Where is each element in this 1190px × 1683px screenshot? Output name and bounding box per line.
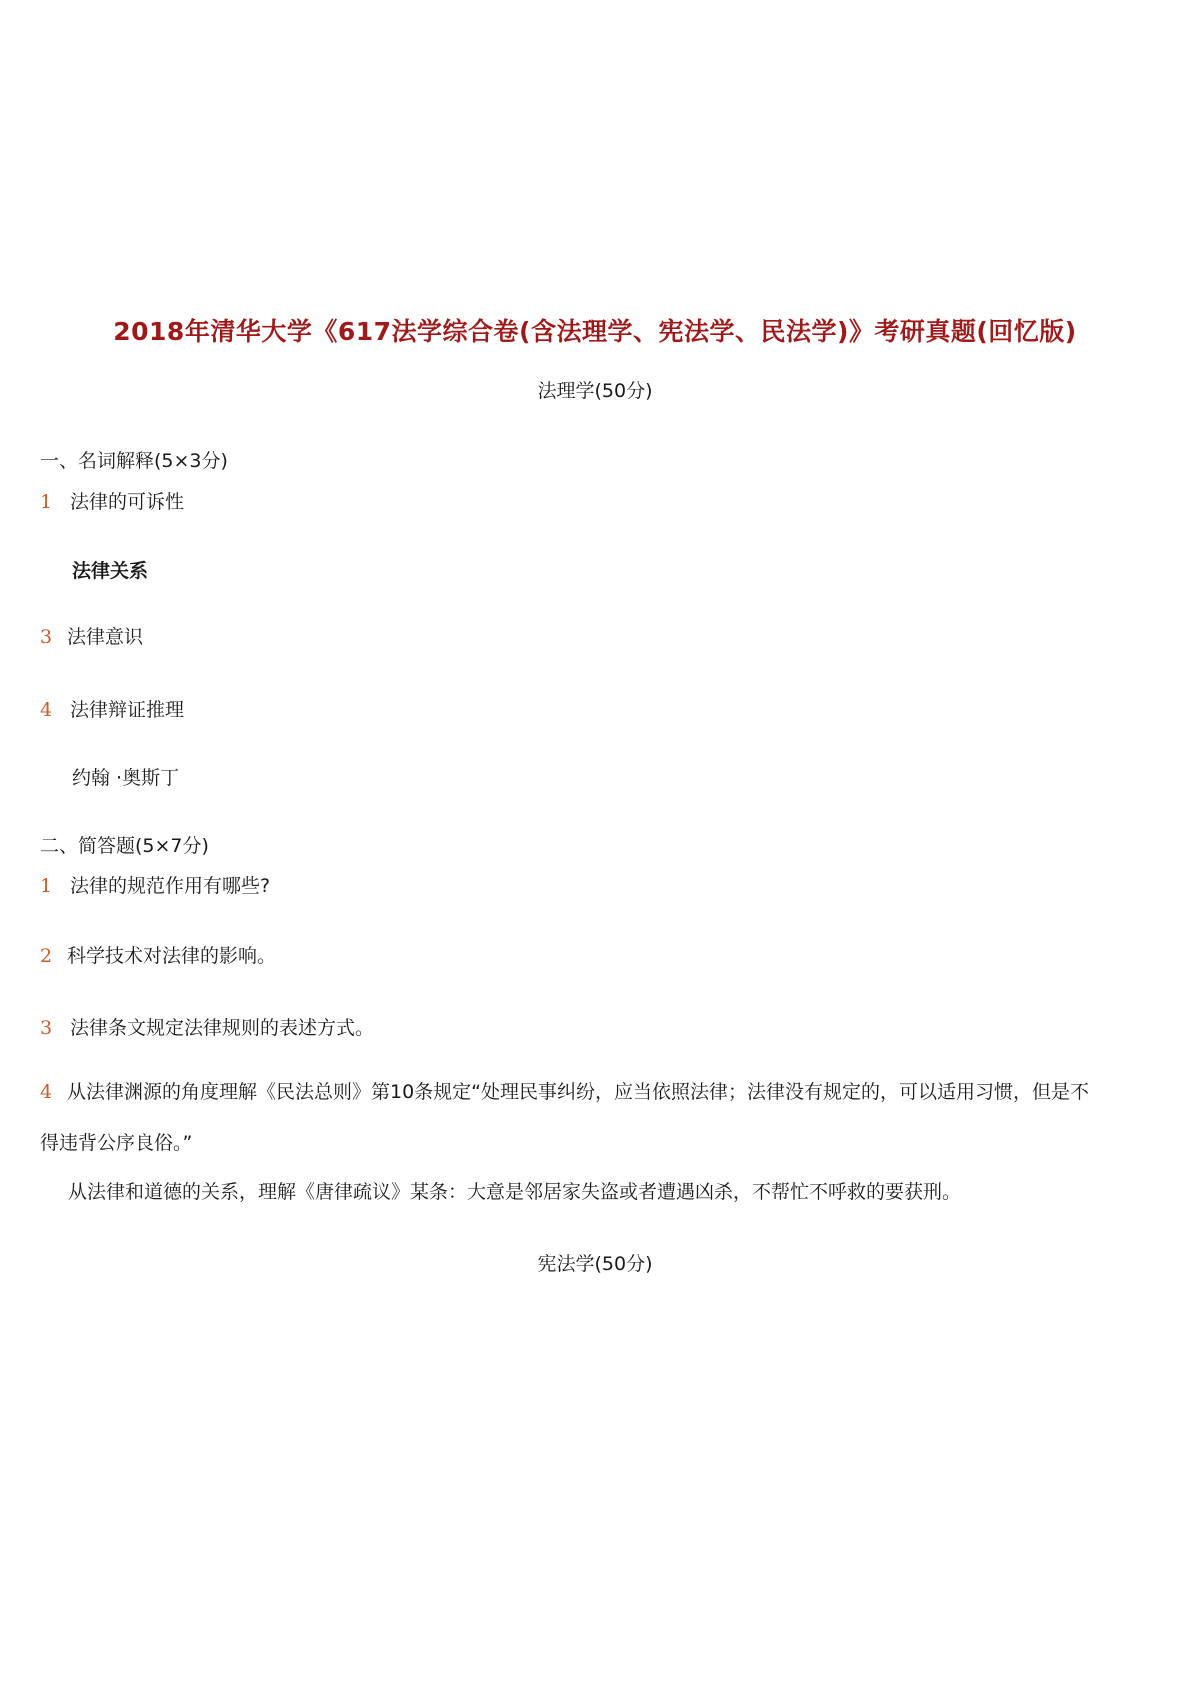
item-number: 2: [40, 945, 53, 967]
item-text: 从法律渊源的角度理解《民法总则》第10条规定“处理民事纠纷，应当依照法律；法律没有规定的，可以适用习惯，但是不: [67, 1081, 1090, 1103]
item-text: 法律条文规定法律规则的表述方式。: [70, 1017, 375, 1039]
part2-item-4-continuation: 得违背公序良俗。”: [40, 1132, 193, 1154]
item-number: 3: [40, 1017, 53, 1039]
part2-heading: 二、简答题(5×7分): [40, 835, 209, 857]
part1-item-5: [72, 763, 179, 790]
item-text: 法律的规范作用有哪些?: [70, 875, 271, 897]
item-text: 法律辩证推理: [70, 699, 185, 721]
item-text: 法律的可诉性: [70, 491, 185, 513]
part2-item-4: [40, 1077, 1089, 1104]
part1-item-3: [40, 622, 143, 649]
item-text: 约翰 ·奥斯丁: [72, 767, 180, 789]
part2-item-3: [40, 1013, 374, 1040]
part1-item-2: [72, 556, 148, 583]
part1-heading: 一、名词解释(5×3分): [40, 450, 228, 472]
item-number: 1: [40, 491, 53, 513]
part2-item-5: 从法律和道德的关系，理解《唐律疏议》某条：大意是邻居家失盗或者遭遇凶杀，不帮忙不呼救的要获刑。: [68, 1181, 962, 1203]
part2-item-2: [40, 941, 276, 968]
document-title: 2018年清华大学《617法学综合卷(含法理学、宪法学、民法学)》考研真题(回忆版): [113, 317, 1077, 346]
item-number: 3: [40, 626, 53, 648]
item-number: 1: [40, 875, 53, 897]
part1-item-4: [40, 695, 184, 722]
section-heading-constitutional: 宪法学(50分): [537, 1253, 653, 1275]
part1-item-1: [40, 487, 184, 514]
part2-item-1: [40, 871, 270, 898]
item-number: 4: [40, 699, 53, 721]
item-number: 4: [40, 1081, 53, 1103]
item-text: 法律意识: [67, 626, 144, 648]
item-text: 法律关系: [72, 560, 149, 582]
item-text: 科学技术对法律的影响。: [67, 945, 277, 967]
section-heading-jurisprudence: 法理学(50分): [537, 380, 653, 402]
